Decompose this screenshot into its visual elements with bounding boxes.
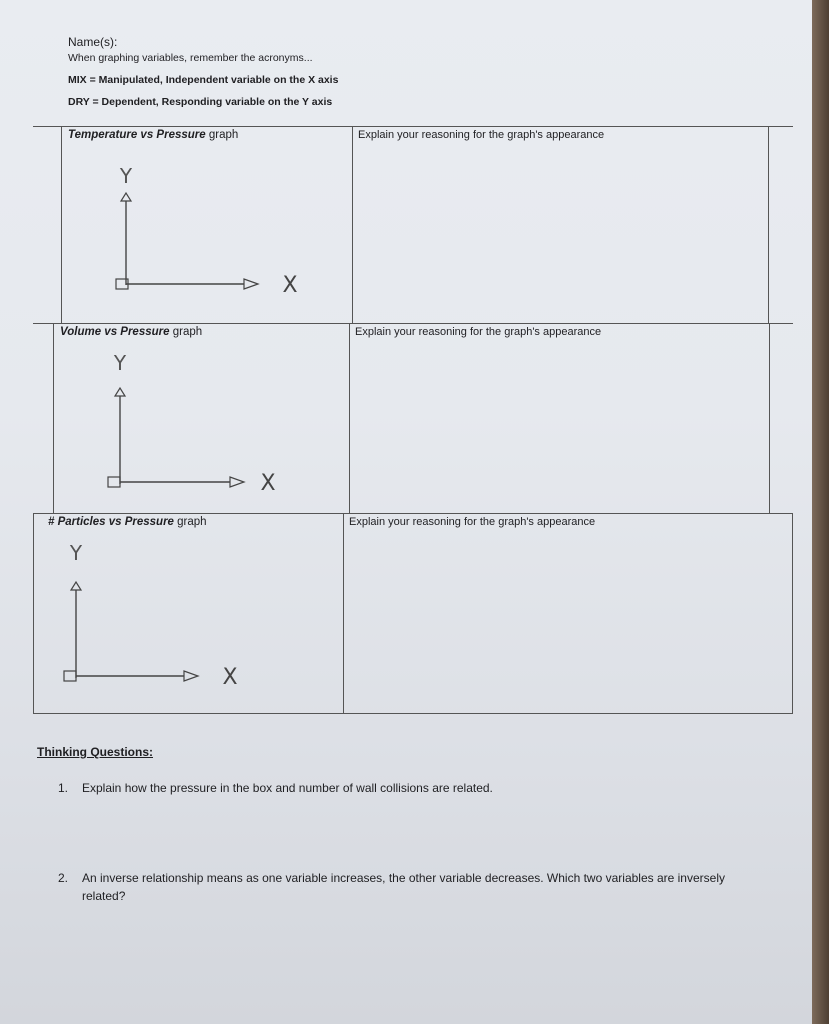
- x-axis-arrow: [184, 671, 198, 681]
- worksheet-header: [68, 34, 338, 110]
- x-axis-arrow: [230, 477, 244, 487]
- graph-cell[interactable]: [61, 127, 353, 324]
- question-number: 1.: [58, 781, 69, 795]
- y-axis-label: Y: [119, 164, 133, 188]
- explain-label: Explain your reasoning for the graph's appearance: [355, 326, 602, 338]
- question-item: [58, 779, 742, 797]
- x-axis-arrow: [244, 279, 258, 289]
- explanation-cell[interactable]: [343, 514, 793, 713]
- thinking-questions-heading: Thinking Questions:: [37, 745, 153, 759]
- graph-cell[interactable]: [53, 324, 350, 514]
- question-text: Explain how the pressure in the box and number of wall collisions are related.: [82, 781, 493, 795]
- explain-label: Explain your reasoning for the graph's appearance: [358, 129, 605, 141]
- explanation-cell[interactable]: [349, 324, 770, 514]
- y-axis-arrow: [115, 388, 125, 396]
- explain-label: Explain your reasoning for the graph's appearance: [349, 516, 596, 528]
- graph-title: Temperature vs Pressure graph: [68, 129, 239, 141]
- y-axis-arrow: [71, 582, 81, 590]
- graph-row-temperature: [33, 126, 793, 324]
- dry-definition: DRY = Dependent, Responding variable on the Y axis: [68, 96, 333, 108]
- graph-table: [33, 126, 793, 712]
- y-axis-arrow: [121, 193, 131, 201]
- question-text: An inverse relationship means as one variable increases, the other variable decreases. Which two variables are inversely related?: [82, 871, 725, 903]
- acronym-reminder: When graphing variables, remember the acronyms...: [68, 52, 313, 64]
- names-label: Name(s):: [68, 35, 118, 49]
- x-axis-label: X: [260, 471, 276, 496]
- blank-axes: [56, 538, 276, 698]
- graph-row-volume: [33, 323, 793, 514]
- blank-axes: [82, 163, 302, 308]
- origin-box: [64, 671, 76, 681]
- x-axis-label: X: [222, 665, 238, 690]
- mix-definition: MIX = Manipulated, Independent variable on the X axis: [68, 74, 339, 86]
- graph-title: # Particles vs Pressure graph: [48, 516, 207, 528]
- graph-title: Volume vs Pressure graph: [60, 326, 203, 338]
- graph-row-particles: [33, 513, 793, 714]
- table-surface: [812, 0, 829, 1024]
- origin-box: [108, 477, 120, 487]
- y-axis-label: Y: [69, 541, 83, 565]
- y-axis-label: Y: [113, 351, 127, 375]
- explanation-cell[interactable]: [352, 127, 769, 324]
- x-axis-label: X: [282, 273, 298, 298]
- graph-cell[interactable]: [33, 514, 344, 713]
- question-number: 2.: [58, 871, 69, 885]
- blank-axes: [76, 348, 296, 498]
- question-item: [58, 869, 742, 905]
